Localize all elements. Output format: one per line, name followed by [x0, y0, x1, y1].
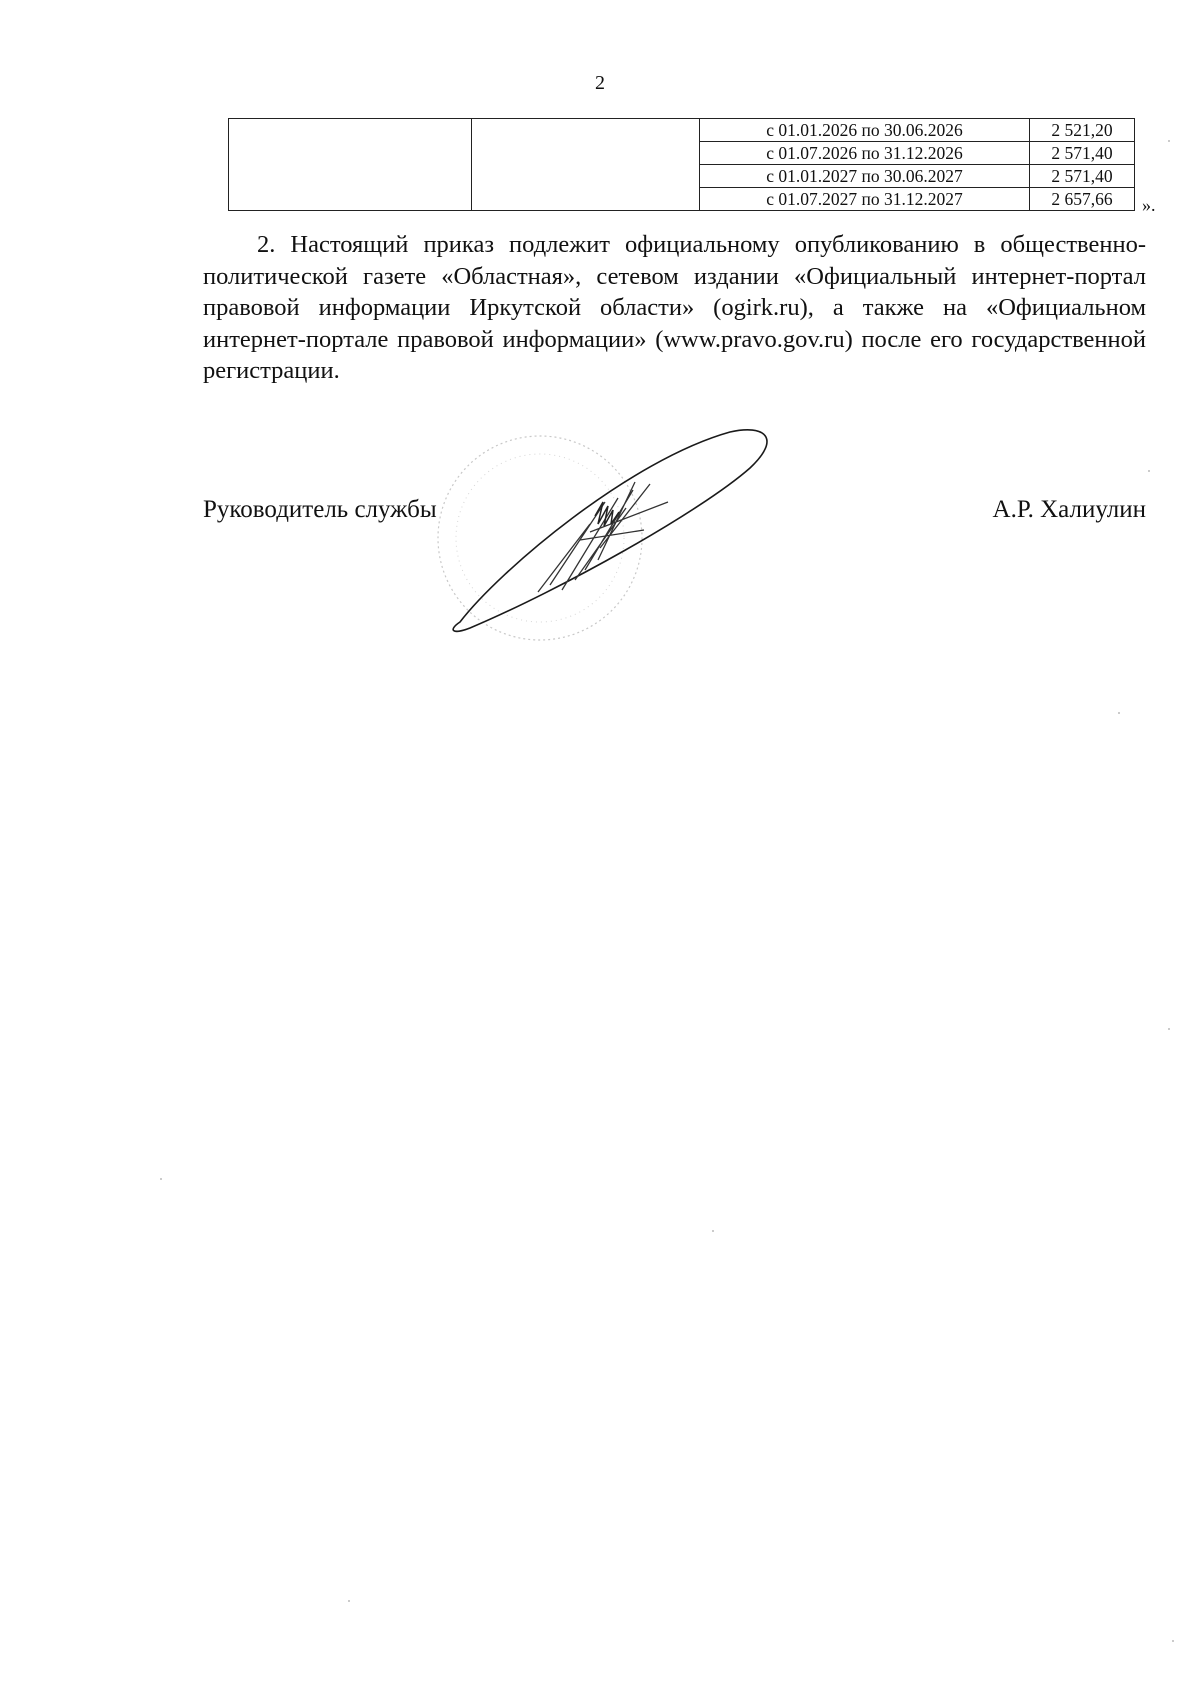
table-cell-empty-2	[472, 119, 700, 211]
official-seal-outline	[438, 436, 642, 640]
scan-speck	[1172, 1640, 1174, 1642]
table-cell-period: с 01.07.2027 по 31.12.2027	[700, 188, 1030, 211]
table-cell-value: 2 571,40	[1030, 142, 1135, 165]
table-cell-value: 2 657,66	[1030, 188, 1135, 211]
signatory-position: Руководитель службы	[203, 496, 437, 523]
table-cell-value: 2 521,20	[1030, 119, 1135, 142]
scan-speck	[1148, 470, 1150, 472]
scan-speck	[712, 1230, 714, 1232]
scan-speck	[1168, 140, 1170, 142]
signatory-name: А.Р. Халиулин	[992, 496, 1146, 523]
page-number-text: 2	[595, 72, 605, 94]
publication-paragraph: 2. Настоящий приказ подлежит официальному опубликованию в общественно-политической газете «Областная», сетевом издании «Официальный интернет-портал правовой информации Иркутской области» (ogirk.ru), а также на «Официальном интернет-портале правовой информации» (www.pravo.gov.ru) после его государственной регистрации.	[203, 231, 1146, 384]
table-cell-empty-1	[229, 119, 472, 211]
table-closing-quote: ».	[1142, 195, 1156, 215]
scan-speck	[160, 1178, 162, 1180]
scan-speck	[1168, 1028, 1170, 1030]
table-cell-period: с 01.01.2026 по 30.06.2026	[700, 119, 1030, 142]
scan-speck	[348, 1600, 350, 1602]
seal-and-signature-image	[430, 420, 790, 670]
table-row	[229, 119, 1135, 142]
table-cell-value: 2 571,40	[1030, 165, 1135, 188]
table-cell-period: с 01.01.2027 по 30.06.2027	[700, 165, 1030, 188]
page-number	[72, 72, 1200, 95]
table-cell-period: с 01.07.2026 по 31.12.2026	[700, 142, 1030, 165]
tariff-table	[228, 118, 1135, 211]
scan-speck	[1118, 712, 1120, 714]
